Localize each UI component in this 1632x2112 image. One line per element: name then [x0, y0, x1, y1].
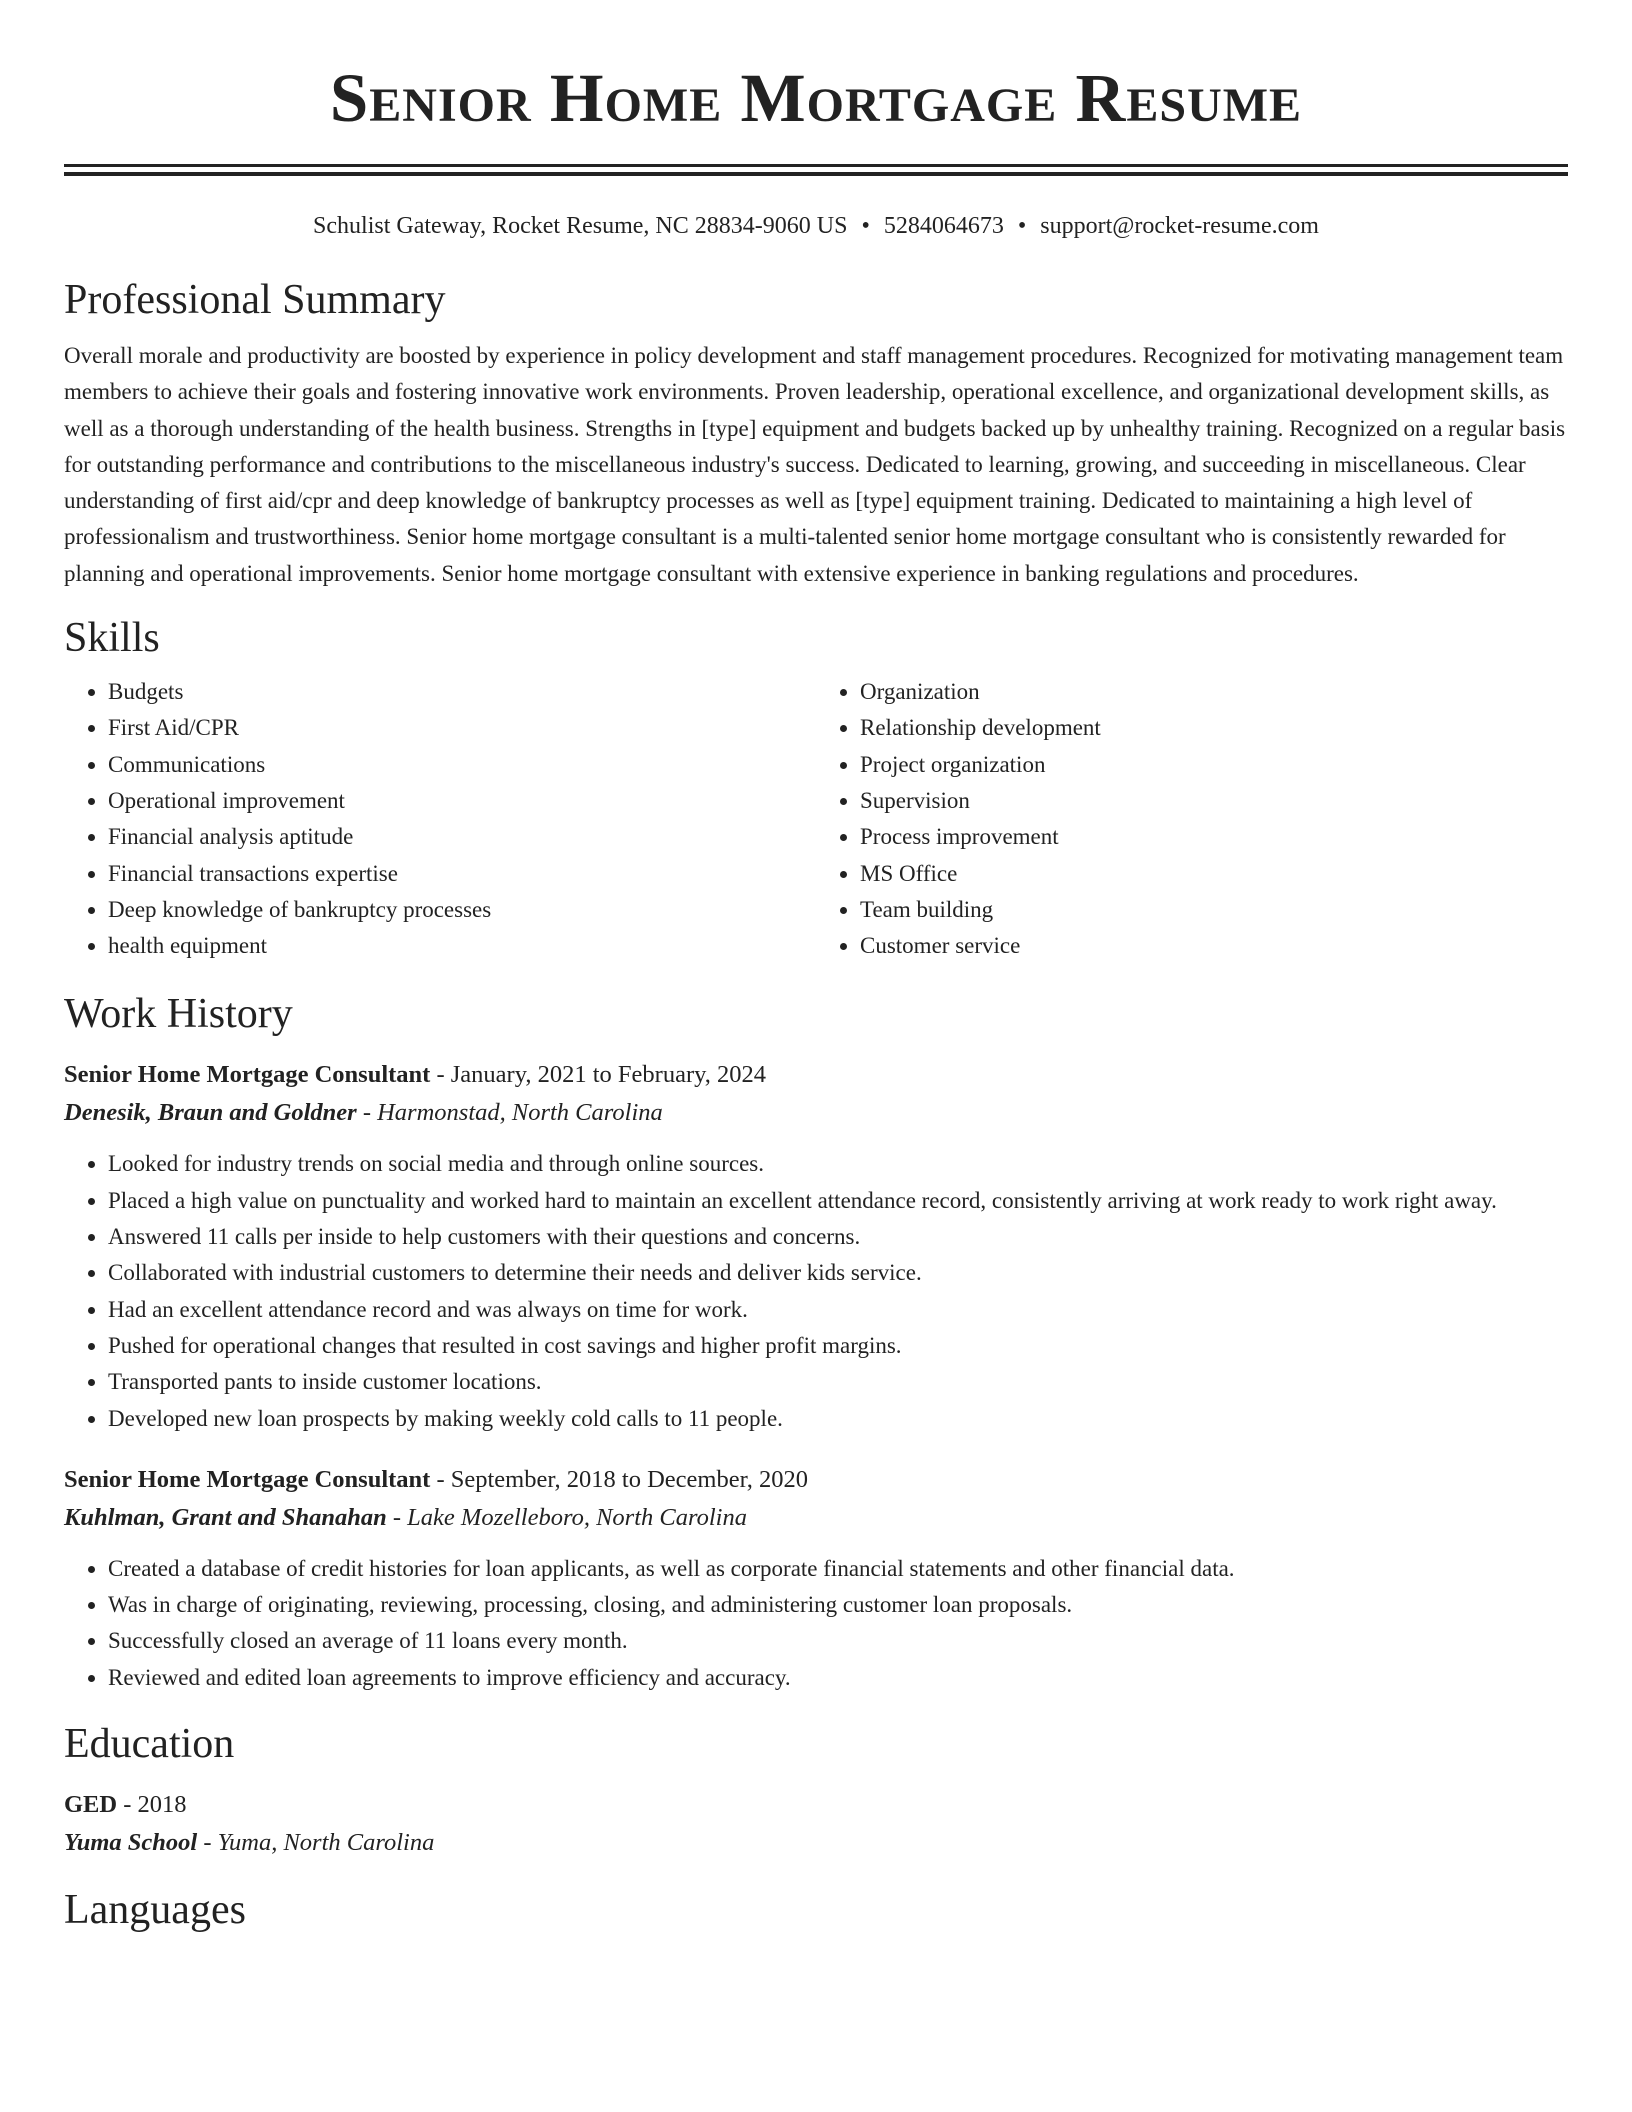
skill-item: • health equipment [108, 928, 816, 964]
job-title: Senior Home Mortgage Consultant [64, 1061, 431, 1089]
title-divider-bottom [64, 172, 1568, 176]
languages-section [64, 1884, 1568, 1936]
employer-line [64, 1499, 1568, 1537]
skill-item: • Project organization [860, 747, 1568, 783]
employer-location: - Lake Mozelleboro, North Carolina [386, 1503, 747, 1531]
summary-heading: Professional Summary [64, 277, 446, 323]
summary-section [64, 274, 1568, 592]
resume-title: Senior Home Mortgage Resume [329, 60, 1303, 136]
duty-item: • Created a database of credit histories for loan applicants, as well as corporate financial statements and other financial data. [108, 1551, 1568, 1587]
duty-item: • Answered 11 calls per inside to help customers with their questions and concerns. [108, 1219, 1568, 1255]
job-title-line [64, 1461, 1568, 1499]
employer-line [64, 1094, 1568, 1132]
job-dates: - January, 2021 to February, 2024 [430, 1061, 767, 1089]
employer-name: Denesik, Braun and Goldner [64, 1099, 357, 1127]
languages-heading: Languages [64, 1887, 246, 1934]
job-title: Senior Home Mortgage Consultant [64, 1465, 431, 1493]
skill-item: • Organization [860, 674, 1568, 710]
job-duties [64, 1551, 1568, 1696]
work-history-section [64, 988, 1568, 1696]
work-history-heading: Work History [64, 991, 293, 1038]
skill-item: • Communications [108, 747, 816, 783]
school-location: - Yuma, North Carolina [197, 1829, 435, 1857]
contact-separator: • [861, 213, 870, 239]
education-section [64, 1718, 1568, 1862]
contact-address: Schulist Gateway, Rocket Resume, NC 28834-9060 US [313, 213, 848, 239]
contact-separator: • [1017, 213, 1027, 239]
skills-heading: Skills [64, 615, 160, 662]
skills-columns [64, 674, 1568, 964]
contact-email[interactable]: support@rocket-resume.com [1040, 213, 1319, 239]
job-title-line [64, 1056, 1568, 1094]
education-heading: Education [64, 1721, 235, 1768]
duty-item: • Looked for industry trends on social media and through online sources. [108, 1146, 1568, 1182]
duty-item: • Collaborated with industrial customers to determine their needs and deliver kids service. [108, 1255, 1568, 1291]
degree-year: - 2018 [117, 1791, 187, 1819]
degree-name: GED [64, 1791, 118, 1819]
duty-item: • Pushed for operational changes that resulted in cost savings and higher profit margins. [108, 1328, 1568, 1364]
skill-item: • Deep knowledge of bankruptcy processes [108, 892, 816, 928]
skill-item: • Budgets [108, 674, 816, 710]
skills-list-right [816, 674, 1568, 964]
employer-name: Kuhlman, Grant and Shanahan [64, 1503, 387, 1531]
job-duties [64, 1146, 1568, 1436]
contact-line [64, 210, 1568, 242]
skill-item: • MS Office [860, 856, 1568, 892]
summary-text: Overall morale and productivity are boosted by experience in policy development and staff management procedures. Recognized for motivating management team members to achieve their goals and fostering innovative work environments. Proven leadership, operational excellence, and organizational development skills, as well as a thorough understanding of the health business. Strengths in [type] equipment and budgets backed up by unhealthy training. Recognized on a regular basis for outstanding performance and contributions to the miscellaneous industry's success. Dedicated to learning, growing, and succeeding in miscellaneous. Clear understanding of first aid/cpr and deep knowledge of bankruptcy processes as well as [type] equipment training. Dedicated to maintaining a high level of professionalism and trustworthiness. Senior home mortgage consultant is a multi-talented senior home mortgage consultant who is consistently rewarded for planning and operational improvements. Senior home mortgage consultant with extensive experience in banking regulations and procedures. [64, 343, 1566, 586]
school-name: Yuma School [64, 1829, 198, 1857]
duty-item: • Placed a high value on punctuality and worked hard to maintain an excellent attendance record, consistently arriving at work ready to work right away. [108, 1183, 1568, 1219]
duty-item: • Successfully closed an average of 11 loans every month. [108, 1623, 1568, 1659]
skills-section [64, 612, 1568, 964]
duty-item: • Was in charge of originating, reviewing, processing, closing, and administering customer loan proposals. [108, 1587, 1568, 1623]
skill-item: • First Aid/CPR [108, 710, 816, 746]
skill-item: • Operational improvement [108, 783, 816, 819]
school-line [64, 1824, 1568, 1862]
skills-list-left [64, 674, 816, 964]
job-dates: - September, 2018 to December, 2020 [430, 1465, 809, 1493]
duty-item: • Reviewed and edited loan agreements to improve efficiency and accuracy. [108, 1660, 1568, 1696]
skill-item: • Financial transactions expertise [108, 856, 816, 892]
job-entry [64, 1461, 1568, 1696]
skill-item: • Process improvement [860, 819, 1568, 855]
duty-item: • Developed new loan prospects by making weekly cold calls to 11 people. [108, 1401, 1568, 1437]
skill-item: • Supervision [860, 783, 1568, 819]
duty-item: • Had an excellent attendance record and was always on time for work. [108, 1292, 1568, 1328]
degree-line [64, 1786, 1568, 1824]
job-entry [64, 1056, 1568, 1436]
employer-location: - Harmonstad, North Carolina [356, 1099, 663, 1127]
skill-item: • Relationship development [860, 710, 1568, 746]
title-divider-top [64, 164, 1568, 167]
skill-item: • Team building [860, 892, 1568, 928]
skill-item: • Financial analysis aptitude [108, 819, 816, 855]
contact-phone: 5284064673 [883, 213, 1004, 239]
duty-item: • Transported pants to inside customer locations. [108, 1364, 1568, 1400]
skill-item: • Customer service [860, 928, 1568, 964]
